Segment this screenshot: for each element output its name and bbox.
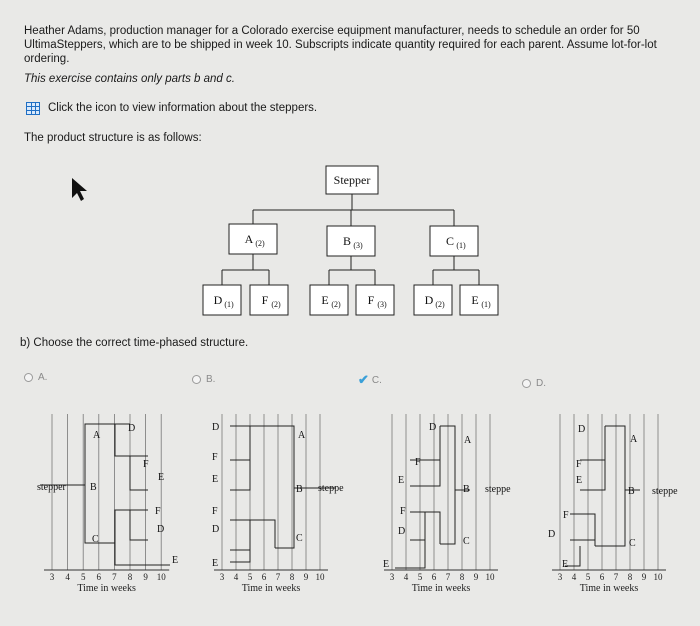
tick-label: 5 — [417, 572, 423, 582]
tick-label: 5 — [585, 572, 591, 582]
component-label: D — [128, 423, 136, 434]
lead-time-bar — [230, 460, 250, 490]
component-label: A — [93, 430, 101, 441]
component-label: F — [400, 506, 406, 517]
tree-l1-name: A — [244, 232, 254, 246]
component-label: E — [383, 559, 390, 570]
tree-l1-qty: (1) — [456, 241, 466, 250]
lead-time-bar — [580, 460, 605, 490]
component-label: F — [212, 452, 218, 463]
component-label: C — [296, 533, 303, 544]
tick-label: 6 — [261, 572, 267, 582]
lead-time-bar — [230, 520, 250, 550]
component-label: C — [92, 534, 99, 545]
component-label: B — [90, 482, 97, 493]
component-label: E — [212, 474, 219, 485]
tick-label: 8 — [627, 572, 633, 582]
tick-label: 4 — [403, 572, 409, 582]
tick-label: 5 — [247, 572, 253, 582]
tick-label: 3 — [557, 572, 563, 582]
question-label: b) Choose the correct time-phased structure. — [20, 337, 249, 349]
component-label: B — [463, 484, 470, 495]
lead-time-bar — [230, 520, 275, 548]
checkmark-icon: ✔ — [358, 372, 369, 387]
tree-l1-qty: (3) — [353, 241, 363, 250]
component-label: C — [463, 536, 470, 547]
component-label: D — [548, 529, 556, 540]
lead-time-bar — [230, 550, 250, 562]
diagram-b — [212, 414, 344, 594]
lead-time-bar — [115, 543, 170, 565]
tick-label: 3 — [49, 572, 55, 582]
tree-l2-qty: (1) — [481, 300, 491, 309]
component-label: E — [172, 555, 179, 566]
option-a[interactable]: A. — [24, 372, 47, 383]
tree-root-label: Stepper — [333, 173, 371, 187]
axis-label: Time in weeks — [241, 583, 301, 594]
tick-label: 4 — [571, 572, 577, 582]
tick-label: 8 — [289, 572, 295, 582]
tick-label: 4 — [65, 572, 70, 582]
component-label: F — [415, 457, 421, 468]
tick-label: 6 — [599, 572, 605, 582]
lead-time-bar — [595, 490, 625, 546]
tree-l2-qty: (2) — [271, 300, 281, 309]
component-label: E — [398, 475, 405, 486]
tick-label: 5 — [80, 572, 86, 582]
tree-l2-qty: (2) — [435, 300, 445, 309]
lead-time-bar — [85, 424, 130, 485]
tick-label: 7 — [112, 572, 117, 582]
tick-label: 9 — [641, 572, 647, 582]
diagram-c — [383, 414, 511, 594]
component-label: A — [298, 430, 306, 441]
tick-label: 9 — [143, 572, 148, 582]
component-label: steppe — [318, 483, 344, 494]
tick-label: 3 — [389, 572, 395, 582]
component-label: D — [212, 422, 220, 433]
tick-label: 9 — [473, 572, 479, 582]
lead-time-bar — [230, 426, 250, 460]
component-label: A — [464, 435, 472, 446]
component-label: F — [212, 506, 218, 517]
option-d[interactable]: D. — [522, 378, 546, 389]
component-label: C — [629, 538, 636, 549]
component-label: F — [576, 459, 582, 470]
tick-label: 4 — [233, 572, 239, 582]
axis-label: Time in weeks — [411, 583, 471, 594]
lead-time-bar — [440, 490, 455, 544]
axis-label: Time in weeks — [579, 583, 639, 594]
component-label: F — [155, 506, 161, 517]
lead-time-bar — [410, 512, 425, 540]
tree-l2-qty: (3) — [377, 300, 387, 309]
lead-time-bar — [115, 510, 148, 543]
component-label: F — [143, 459, 149, 470]
component-label: E — [212, 558, 219, 569]
axis-label: Time in weeks — [77, 583, 136, 594]
component-label: D — [212, 524, 220, 535]
tree-l2-name: F — [261, 293, 269, 307]
component-label: F — [563, 510, 569, 521]
tree-l2-name: D — [213, 293, 223, 307]
tick-label: 10 — [315, 572, 325, 582]
tick-label: 9 — [303, 572, 309, 582]
tick-label: 3 — [219, 572, 225, 582]
tick-label: 10 — [653, 572, 663, 582]
tick-label: 7 — [613, 572, 619, 582]
component-label: D — [157, 524, 165, 535]
diagram-d — [548, 414, 678, 594]
component-label: E — [576, 475, 583, 486]
tree-l2-qty: (1) — [224, 300, 234, 309]
exercise-note: This exercise contains only parts b and c. — [24, 73, 235, 85]
tick-label: 6 — [431, 572, 437, 582]
tree-l1-qty: (2) — [255, 239, 265, 248]
tick-label: 7 — [275, 572, 281, 582]
tree-l2-name: D — [424, 293, 434, 307]
component-label: D — [578, 424, 586, 435]
tree-l2-name: E — [321, 293, 329, 307]
tree-l1-name: C — [445, 234, 455, 248]
option-c[interactable]: ✔ C. — [358, 372, 382, 387]
tick-label: 6 — [96, 572, 102, 582]
lead-time-bar — [440, 426, 455, 490]
component-label: E — [158, 472, 165, 483]
component-label: stepper — [37, 482, 66, 493]
tick-label: 7 — [445, 572, 451, 582]
tick-label: 10 — [156, 572, 166, 582]
info-link-text[interactable]: Click the icon to view information about the steppers. — [48, 102, 318, 114]
structure-label: The product structure is as follows: — [24, 132, 202, 144]
problem-intro: Heather Adams, production manager for a Colorado exercise equipment manufacturer, needs to schedule an order for 50 UltimaSteppers, which are to be shipped in week 10. Subscripts indicate quantity required for each parent. Assume lot-for-lot ordering. — [24, 25, 657, 65]
component-label: E — [562, 559, 569, 570]
tree-l1-name: B — [342, 234, 352, 248]
component-label: D — [429, 422, 437, 433]
tick-label: 8 — [127, 572, 133, 582]
component-label: steppe — [485, 484, 511, 495]
component-label: B — [296, 484, 303, 495]
component-label: B — [628, 486, 635, 497]
tree-l2-name: F — [367, 293, 375, 307]
tick-label: 8 — [459, 572, 465, 582]
component-label: A — [630, 434, 638, 445]
lead-time-bar — [230, 426, 294, 488]
tree-l2-qty: (2) — [331, 300, 341, 309]
lead-time-bar — [85, 485, 115, 543]
lead-time-bar — [395, 540, 425, 568]
diagram-a — [37, 414, 178, 594]
tick-label: 10 — [485, 572, 495, 582]
component-label: D — [398, 526, 406, 537]
option-b[interactable]: B. — [192, 374, 215, 385]
tree-l2-name: E — [471, 293, 479, 307]
component-label: steppe — [652, 486, 678, 497]
lead-time-bar — [605, 426, 625, 490]
